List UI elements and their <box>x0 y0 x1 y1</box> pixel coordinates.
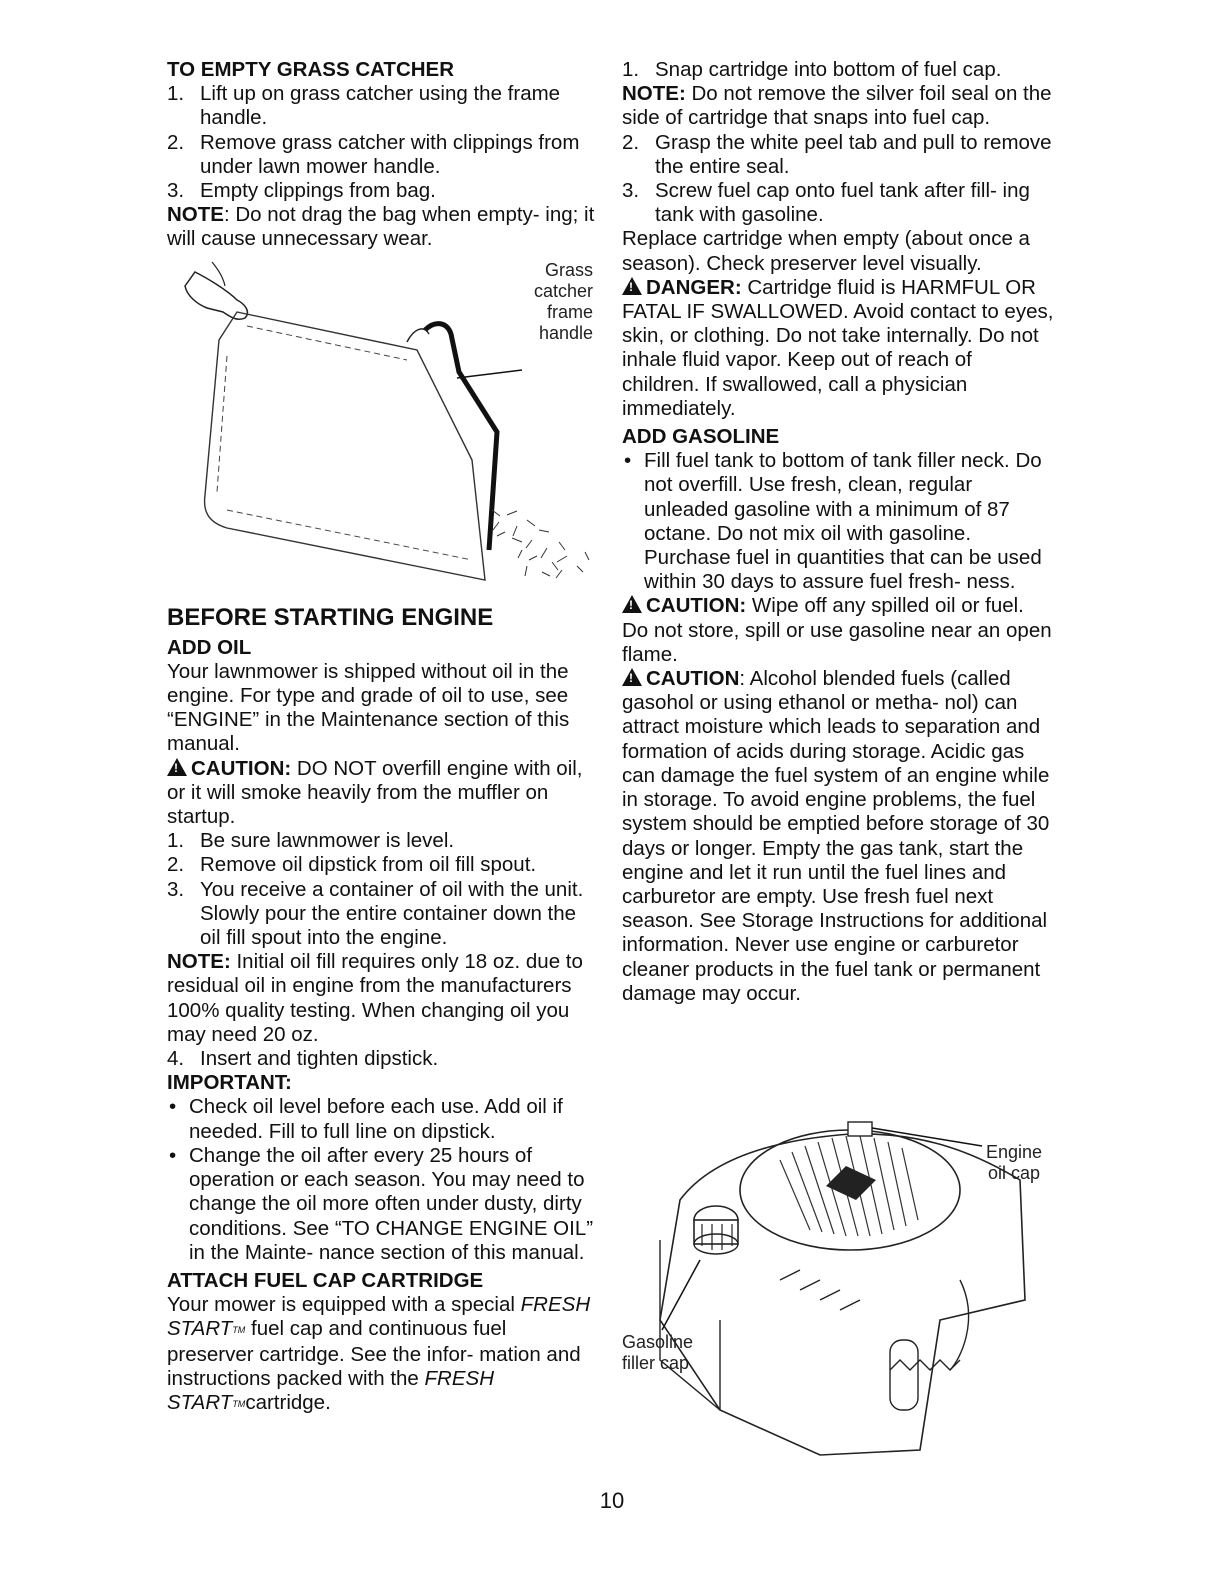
left-column <box>167 58 595 1416</box>
grass-catcher-frame-handle-callout: Grass catcher frame handle <box>533 259 593 343</box>
list-item: 3. Empty clippings from bag. <box>167 179 436 203</box>
list-item: 2. Remove grass catcher with clippings from under lawn mower handle. <box>167 130 580 178</box>
gasoline-filler-cap-callout: Gasoline filler cap <box>622 1332 694 1373</box>
engine-figure <box>620 1120 1060 1460</box>
list-item: • Change the oil after every 25 hours of operation or each season. You may need to change the oil more often under dusty, dirty conditions. See “TO CHANGE ENGINE OIL” in the Mainte- nance section of this manual. <box>169 1143 594 1264</box>
danger-cartridge-fluid: !DANGER: Cartridge fluid is HARMFUL OR FATAL IF SWALLOWED. Avoid contact to eyes, skin, or clothing. Do not take internally. Do not inhale fluid vapor. Keep out of reach of children. If swallowed, call a physician immediately. <box>622 276 1054 421</box>
warning-icon <box>167 758 187 776</box>
add-oil-heading: ADD OIL <box>167 635 252 659</box>
right-column <box>622 58 1054 1006</box>
list-item: 2. Grasp the white peel tab and pull to remove the entire seal. <box>622 130 1052 178</box>
grass-catcher-illustration <box>167 260 595 590</box>
oil-steps <box>167 829 595 950</box>
list-item: 1. Be sure lawnmower is level. <box>167 829 455 853</box>
important-heading: IMPORTANT: <box>167 1071 292 1095</box>
warning-icon <box>622 277 642 295</box>
grass-catcher-figure <box>167 260 595 590</box>
page-number: 10 <box>599 1488 625 1513</box>
list-item: 3. You receive a container of oil with the unit. Slowly pour the entire container down the oil fill spout into the engine. <box>167 877 584 950</box>
caution-overfill: !CAUTION: DO NOT overfill engine with oil, or it will smoke heavily from the muffler on startup. <box>167 757 595 830</box>
list-item: 3. Screw fuel cap onto fuel tank after fill- ing tank with gasoline. <box>622 179 1030 227</box>
add-oil-intro: Your lawnmower is shipped without oil in the engine. For type and grade of oil to use, see “ENGINE” in the Maintenance section of this manual. <box>167 659 570 756</box>
attach-fuel-cap-heading: ATTACH FUEL CAP CARTRIDGE <box>167 1268 484 1292</box>
fuel-cap-intro: Your mower is equipped with a special FRESH START™ fuel cap and continuous fuel preserver cartridge. See the infor- mation and instructions packed with the FRESH START™cartridge. <box>167 1293 591 1414</box>
add-gasoline-heading: ADD GASOLINE <box>622 425 780 449</box>
list-item: 4. Insert and tighten dipstick. <box>167 1047 439 1071</box>
engine-oil-cap-callout: Engine oil cap <box>986 1142 1043 1183</box>
oil-note: NOTE: Initial oil fill requires only 18 oz. due to residual oil in engine from the manufacturers 100% quality testing. When changing oil you may need 20 oz. <box>167 950 583 1046</box>
warning-icon <box>622 595 642 613</box>
empty-grass-catcher-heading: TO EMPTY GRASS CATCHER <box>167 58 455 81</box>
list-item: • Fill fuel tank to bottom of tank filler neck. Do not overfill. Use fresh, clean, regular unleaded gasoline with a minimum of 87 octane. Do not mix oil with gasoline. Purchase fuel in quantities that can be used within 30 days to assure fuel fresh- ness. <box>624 449 1042 594</box>
replace-cartridge-text: Replace cartridge when empty (about once a season). Check preserver level visually. <box>622 227 1030 275</box>
list-item: • Check oil level before each use. Add oil if needed. Fill to full line on dipstick. <box>169 1095 563 1143</box>
cap-note: NOTE: Do not remove the silver foil seal on the side of cartridge that snaps into fuel cap. <box>622 82 1052 130</box>
warning-icon <box>622 668 642 686</box>
caution-alcohol-fuels: !CAUTION: Alcohol blended fuels (called gasohol or using ethanol or metha- nol) can attract moisture which leads to separation and formation of acids during storage. Acidic gas can damage the fuel system of an engine while in storage. To avoid engine problems, the fuel system should be emptied before storage of 30 days or longer. Empty the gas tank, start the engine and let it run until the fuel lines and carburetor are empty. Use fresh fuel next season. See Storage Instructions for additional information. Never use engine or carburetor cleaner products in the fuel tank or permanent damage may occur. <box>622 667 1054 1006</box>
empty-steps <box>167 82 595 203</box>
list-item: 2. Remove oil dipstick from oil fill spout. <box>167 853 537 877</box>
empty-note: NOTE: Do not drag the bag when empty- ing; it will cause unnecessary wear. <box>167 203 595 251</box>
before-starting-engine-heading: BEFORE STARTING ENGINE <box>167 603 494 631</box>
caution-spilled-oil: !CAUTION: Wipe off any spilled oil or fuel. Do not store, spill or use gasoline near an open flame. <box>622 594 1054 667</box>
list-item: 1. Lift up on grass catcher using the frame handle. <box>167 82 561 130</box>
list-item: 1. Snap cartridge into bottom of fuel cap. <box>622 58 1002 81</box>
